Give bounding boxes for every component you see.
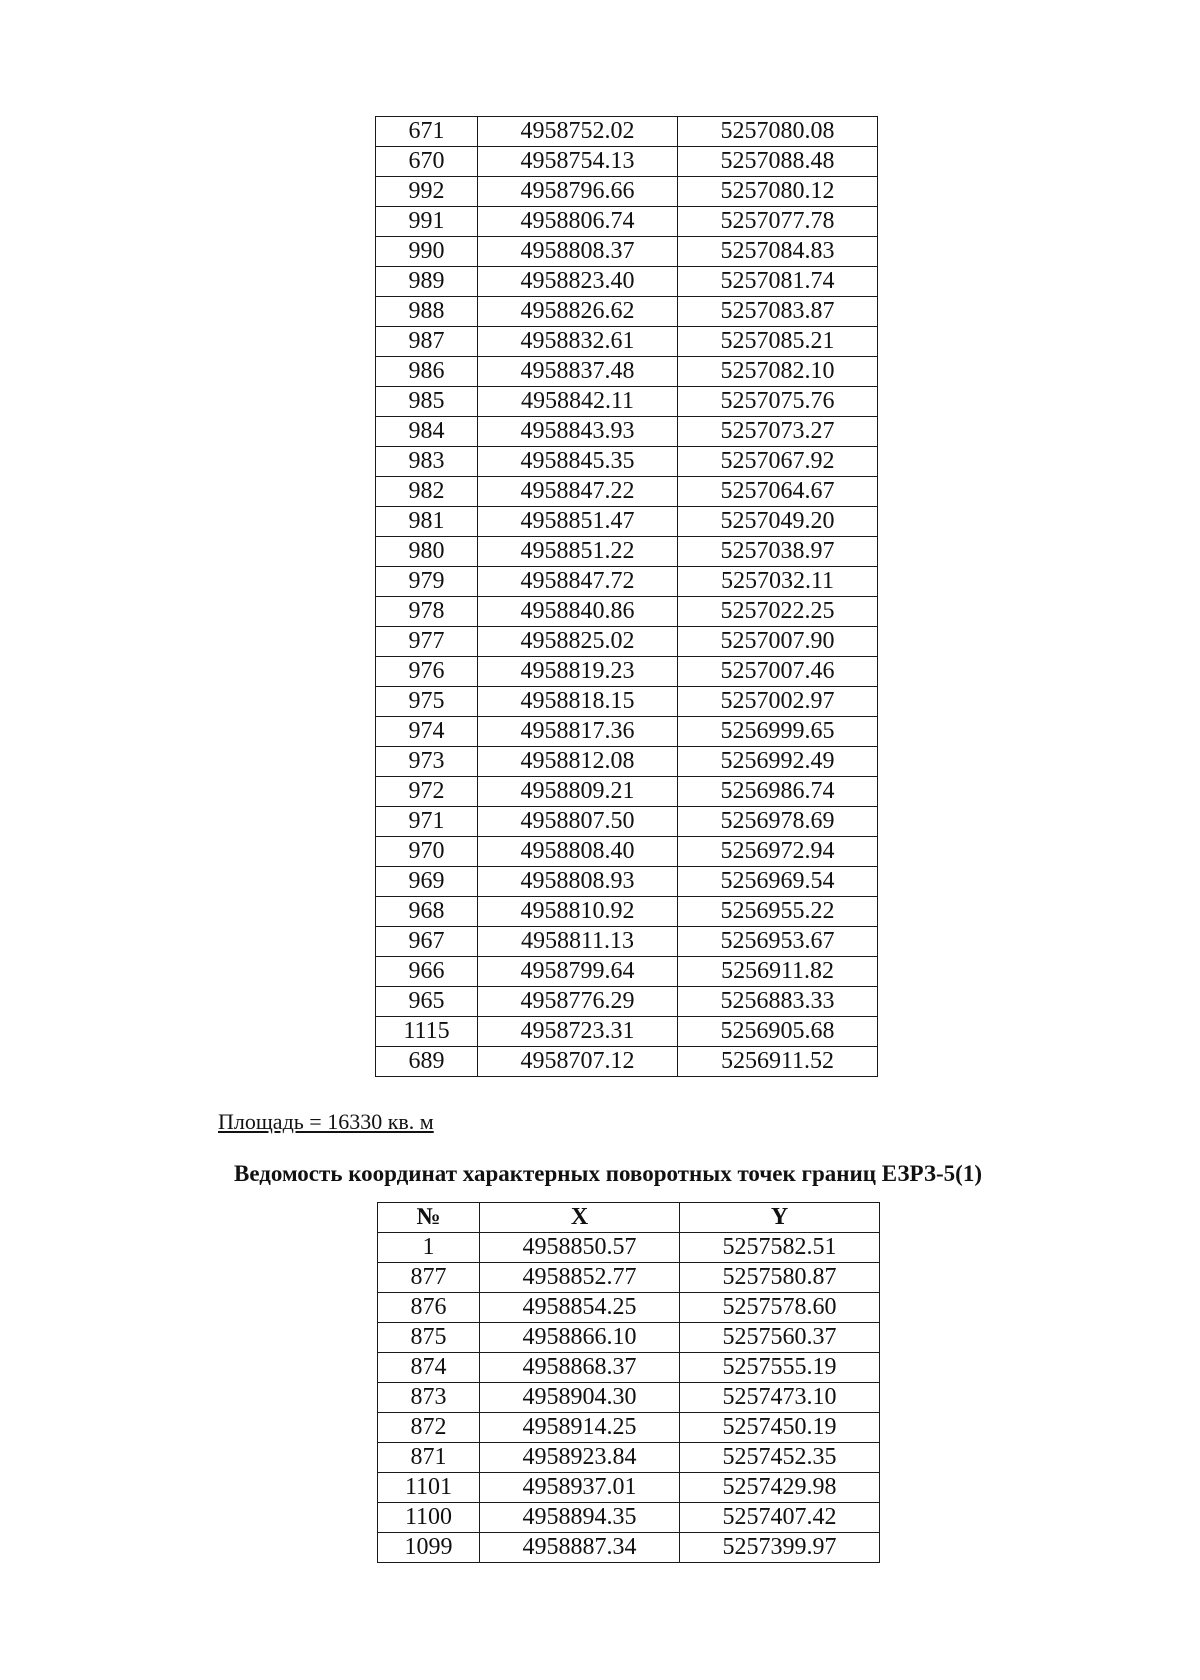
point-number-cell: 1100 (378, 1503, 480, 1533)
x-coordinate-cell: 4958868.37 (480, 1353, 680, 1383)
point-number-cell: 991 (376, 207, 478, 237)
x-coordinate-cell: 4958866.10 (480, 1323, 680, 1353)
coordinates-table-ezrz-5-1-body (378, 1233, 880, 1563)
point-number-cell: 876 (378, 1293, 480, 1323)
table-row (376, 477, 878, 507)
coordinates-table-continued (375, 116, 878, 1077)
point-number-cell: 969 (376, 867, 478, 897)
point-number-cell: 671 (376, 117, 478, 147)
x-coordinate-cell: 4958811.13 (478, 927, 678, 957)
y-coordinate-cell: 5256883.33 (678, 987, 878, 1017)
x-coordinate-cell: 4958837.48 (478, 357, 678, 387)
point-number-cell: 872 (378, 1413, 480, 1443)
x-coordinate-cell: 4958923.84 (480, 1443, 680, 1473)
y-coordinate-cell: 5257407.42 (680, 1503, 880, 1533)
x-coordinate-cell: 4958845.35 (478, 447, 678, 477)
y-coordinate-cell: 5257083.87 (678, 297, 878, 327)
header-x: X (480, 1203, 680, 1233)
y-coordinate-cell: 5257452.35 (680, 1443, 880, 1473)
x-coordinate-cell: 4958819.23 (478, 657, 678, 687)
y-coordinate-cell: 5256953.67 (678, 927, 878, 957)
x-coordinate-cell: 4958812.08 (478, 747, 678, 777)
table-row (376, 387, 878, 417)
table-row (378, 1353, 880, 1383)
table-row (376, 897, 878, 927)
point-number-cell: 982 (376, 477, 478, 507)
point-number-cell: 981 (376, 507, 478, 537)
table-row (376, 687, 878, 717)
table-row (376, 537, 878, 567)
point-number-cell: 989 (376, 267, 478, 297)
x-coordinate-cell: 4958851.47 (478, 507, 678, 537)
table-row (376, 117, 878, 147)
y-coordinate-cell: 5257077.78 (678, 207, 878, 237)
table-row (376, 657, 878, 687)
y-coordinate-cell: 5257007.46 (678, 657, 878, 687)
coordinates-table-continued-body (376, 117, 878, 1077)
point-number-cell: 986 (376, 357, 478, 387)
point-number-cell: 977 (376, 627, 478, 657)
x-coordinate-cell: 4958851.22 (478, 537, 678, 567)
y-coordinate-cell: 5257399.97 (680, 1533, 880, 1563)
point-number-cell: 990 (376, 237, 478, 267)
y-coordinate-cell: 5257081.74 (678, 267, 878, 297)
table-row (376, 177, 878, 207)
table-row (378, 1293, 880, 1323)
table-row (378, 1233, 880, 1263)
table-row (376, 837, 878, 867)
point-number-cell: 968 (376, 897, 478, 927)
y-coordinate-cell: 5257038.97 (678, 537, 878, 567)
point-number-cell: 978 (376, 597, 478, 627)
y-coordinate-cell: 5257088.48 (678, 147, 878, 177)
point-number-cell: 670 (376, 147, 478, 177)
table-row (376, 987, 878, 1017)
y-coordinate-cell: 5257555.19 (680, 1353, 880, 1383)
y-coordinate-cell: 5256911.82 (678, 957, 878, 987)
y-coordinate-cell: 5257578.60 (680, 1293, 880, 1323)
point-number-cell: 980 (376, 537, 478, 567)
x-coordinate-cell: 4958806.74 (478, 207, 678, 237)
header-number: № (378, 1203, 480, 1233)
table-row (376, 267, 878, 297)
point-number-cell: 965 (376, 987, 478, 1017)
table-row (378, 1323, 880, 1353)
x-coordinate-cell: 4958752.02 (478, 117, 678, 147)
x-coordinate-cell: 4958852.77 (480, 1263, 680, 1293)
table-row (376, 957, 878, 987)
y-coordinate-cell: 5256972.94 (678, 837, 878, 867)
x-coordinate-cell: 4958808.37 (478, 237, 678, 267)
x-coordinate-cell: 4958825.02 (478, 627, 678, 657)
y-coordinate-cell: 5257032.11 (678, 567, 878, 597)
coordinates-table-ezrz-5-1 (377, 1202, 880, 1563)
y-coordinate-cell: 5257082.10 (678, 357, 878, 387)
table-row (378, 1533, 880, 1563)
x-coordinate-cell: 4958854.25 (480, 1293, 680, 1323)
point-number-cell: 975 (376, 687, 478, 717)
x-coordinate-cell: 4958817.36 (478, 717, 678, 747)
y-coordinate-cell: 5256999.65 (678, 717, 878, 747)
y-coordinate-cell: 5256905.68 (678, 1017, 878, 1047)
y-coordinate-cell: 5257064.67 (678, 477, 878, 507)
y-coordinate-cell: 5257002.97 (678, 687, 878, 717)
x-coordinate-cell: 4958776.29 (478, 987, 678, 1017)
y-coordinate-cell: 5257080.08 (678, 117, 878, 147)
point-number-cell: 985 (376, 387, 478, 417)
y-coordinate-cell: 5257429.98 (680, 1473, 880, 1503)
table-row (378, 1443, 880, 1473)
x-coordinate-cell: 4958807.50 (478, 807, 678, 837)
point-number-cell: 871 (378, 1443, 480, 1473)
y-coordinate-cell: 5257560.37 (680, 1323, 880, 1353)
table-row (376, 597, 878, 627)
y-coordinate-cell: 5257073.27 (678, 417, 878, 447)
point-number-cell: 873 (378, 1383, 480, 1413)
x-coordinate-cell: 4958810.92 (478, 897, 678, 927)
x-coordinate-cell: 4958937.01 (480, 1473, 680, 1503)
y-coordinate-cell: 5257007.90 (678, 627, 878, 657)
point-number-cell: 973 (376, 747, 478, 777)
table-row (378, 1473, 880, 1503)
table-row (376, 447, 878, 477)
point-number-cell: 1099 (378, 1533, 480, 1563)
point-number-cell: 988 (376, 297, 478, 327)
y-coordinate-cell: 5257080.12 (678, 177, 878, 207)
table-row (378, 1263, 880, 1293)
x-coordinate-cell: 4958723.31 (478, 1017, 678, 1047)
x-coordinate-cell: 4958823.40 (478, 267, 678, 297)
point-number-cell: 983 (376, 447, 478, 477)
y-coordinate-cell: 5257022.25 (678, 597, 878, 627)
x-coordinate-cell: 4958754.13 (478, 147, 678, 177)
table-row (376, 297, 878, 327)
table-row (376, 357, 878, 387)
y-coordinate-cell: 5256986.74 (678, 777, 878, 807)
y-coordinate-cell: 5257084.83 (678, 237, 878, 267)
x-coordinate-cell: 4958832.61 (478, 327, 678, 357)
y-coordinate-cell: 5256992.49 (678, 747, 878, 777)
table-row (376, 807, 878, 837)
table-row (376, 567, 878, 597)
y-coordinate-cell: 5256911.52 (678, 1047, 878, 1077)
table-row (376, 207, 878, 237)
table-row (376, 1047, 878, 1077)
x-coordinate-cell: 4958894.35 (480, 1503, 680, 1533)
x-coordinate-cell: 4958887.34 (480, 1533, 680, 1563)
table-row (376, 417, 878, 447)
x-coordinate-cell: 4958843.93 (478, 417, 678, 447)
x-coordinate-cell: 4958904.30 (480, 1383, 680, 1413)
point-number-cell: 984 (376, 417, 478, 447)
y-coordinate-cell: 5257049.20 (678, 507, 878, 537)
header-y: Y (680, 1203, 880, 1233)
table-row (376, 717, 878, 747)
y-coordinate-cell: 5256969.54 (678, 867, 878, 897)
point-number-cell: 874 (378, 1353, 480, 1383)
point-number-cell: 992 (376, 177, 478, 207)
point-number-cell: 1115 (376, 1017, 478, 1047)
x-coordinate-cell: 4958808.40 (478, 837, 678, 867)
x-coordinate-cell: 4958914.25 (480, 1413, 680, 1443)
y-coordinate-cell: 5256955.22 (678, 897, 878, 927)
area-total: Площадь = 16330 кв. м (218, 1109, 434, 1134)
point-number-cell: 987 (376, 327, 478, 357)
table-row (376, 237, 878, 267)
point-number-cell: 877 (378, 1263, 480, 1293)
x-coordinate-cell: 4958850.57 (480, 1233, 680, 1263)
x-coordinate-cell: 4958818.15 (478, 687, 678, 717)
point-number-cell: 689 (376, 1047, 478, 1077)
table-row (376, 1017, 878, 1047)
table-row (378, 1413, 880, 1443)
section-heading: Ведомость координат характерных поворотных точек границ ЕЗРЗ-5(1) (234, 1161, 982, 1186)
table-row (376, 507, 878, 537)
y-coordinate-cell: 5257582.51 (680, 1233, 880, 1263)
table-row (376, 867, 878, 897)
point-number-cell: 971 (376, 807, 478, 837)
x-coordinate-cell: 4958847.22 (478, 477, 678, 507)
point-number-cell: 979 (376, 567, 478, 597)
y-coordinate-cell: 5257580.87 (680, 1263, 880, 1293)
y-coordinate-cell: 5257473.10 (680, 1383, 880, 1413)
x-coordinate-cell: 4958707.12 (478, 1047, 678, 1077)
y-coordinate-cell: 5256978.69 (678, 807, 878, 837)
point-number-cell: 976 (376, 657, 478, 687)
table-row (376, 627, 878, 657)
x-coordinate-cell: 4958826.62 (478, 297, 678, 327)
point-number-cell: 972 (376, 777, 478, 807)
table-row (376, 147, 878, 177)
point-number-cell: 1101 (378, 1473, 480, 1503)
y-coordinate-cell: 5257075.76 (678, 387, 878, 417)
x-coordinate-cell: 4958809.21 (478, 777, 678, 807)
point-number-cell: 966 (376, 957, 478, 987)
x-coordinate-cell: 4958796.66 (478, 177, 678, 207)
x-coordinate-cell: 4958847.72 (478, 567, 678, 597)
y-coordinate-cell: 5257450.19 (680, 1413, 880, 1443)
table-row (376, 327, 878, 357)
x-coordinate-cell: 4958799.64 (478, 957, 678, 987)
x-coordinate-cell: 4958808.93 (478, 867, 678, 897)
point-number-cell: 974 (376, 717, 478, 747)
table-row (376, 927, 878, 957)
table-row (378, 1383, 880, 1413)
table-header-row (378, 1203, 880, 1233)
point-number-cell: 1 (378, 1233, 480, 1263)
table-row (376, 777, 878, 807)
x-coordinate-cell: 4958840.86 (478, 597, 678, 627)
x-coordinate-cell: 4958842.11 (478, 387, 678, 417)
y-coordinate-cell: 5257067.92 (678, 447, 878, 477)
y-coordinate-cell: 5257085.21 (678, 327, 878, 357)
point-number-cell: 967 (376, 927, 478, 957)
table-row (376, 747, 878, 777)
table-row (378, 1503, 880, 1533)
point-number-cell: 875 (378, 1323, 480, 1353)
point-number-cell: 970 (376, 837, 478, 867)
